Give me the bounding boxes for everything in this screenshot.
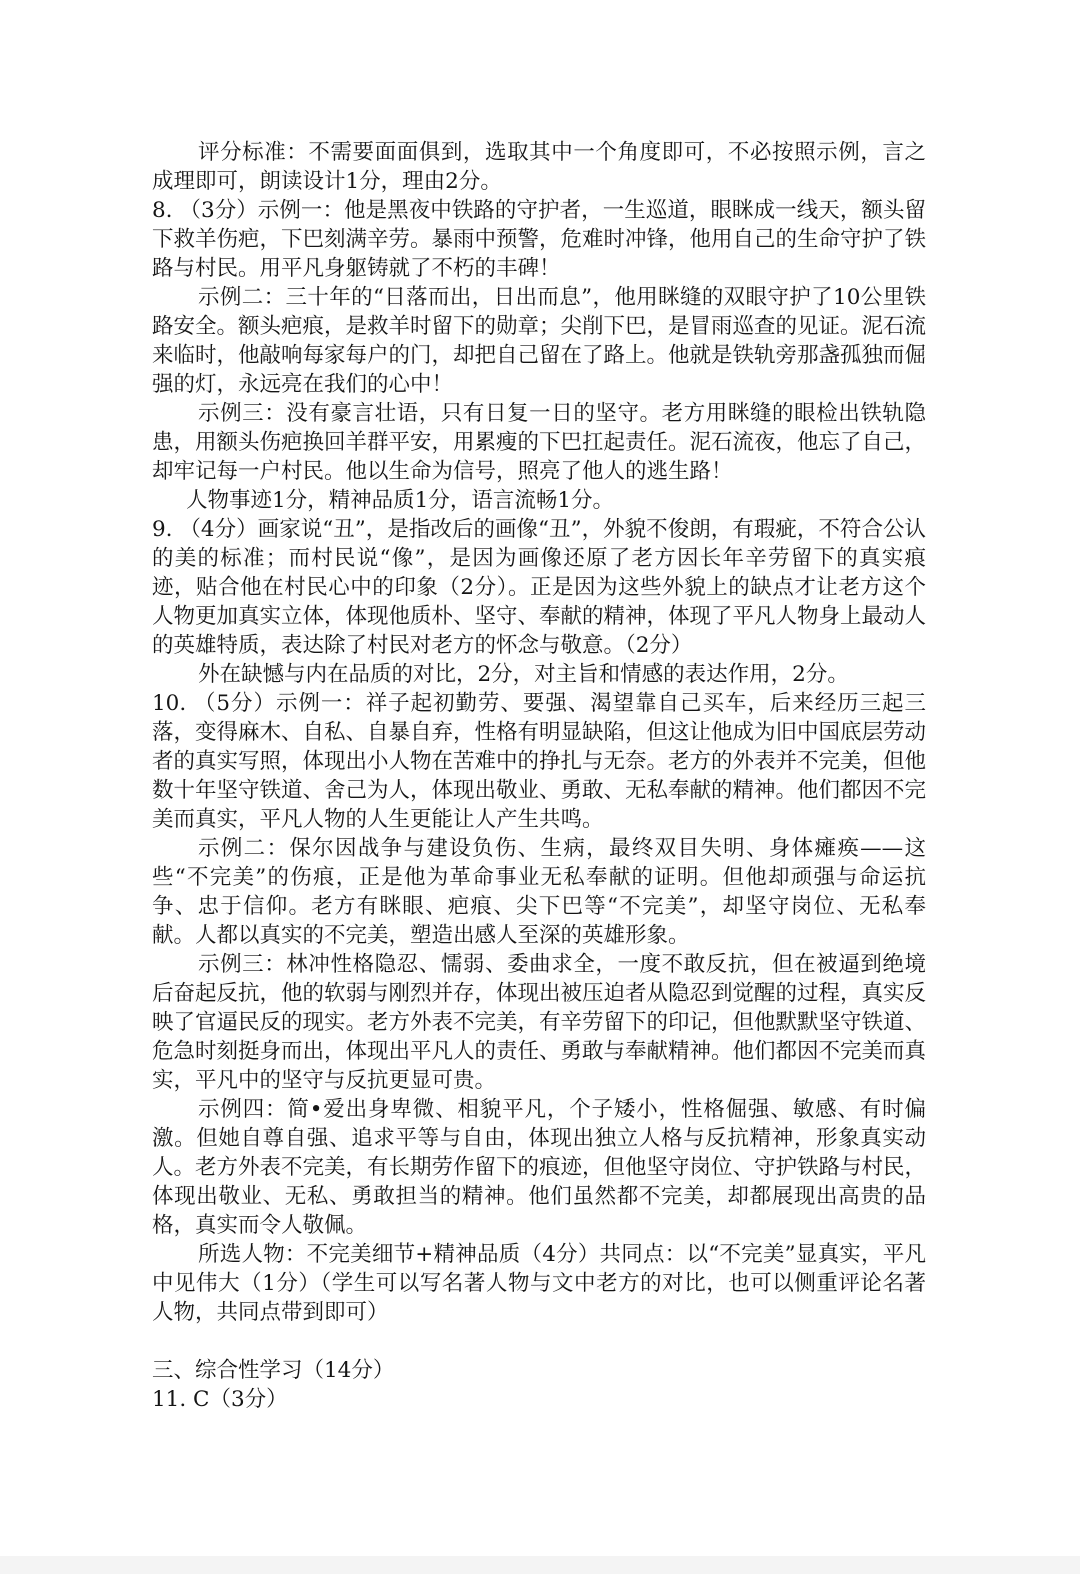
question-10-example-2: 示例二：保尔因战争与建设负伤、生病，最终双目失明、身体瘫痪——这些“不完美”的伤痕，正是他为革命事业无私奉献的证明。但他却顽强与命运抗争、忠于信仰。老方有眯眼、疤痕、尖下巴等“不完美”，却坚守岗位、无私奉献。人都以真实的不完美，塑造出感人至深的英雄形象。 [152,836,926,948]
scoring-note-paragraph: 评分标准：不需要面面俱到，选取其中一个角度即可，不必按照示例，言之成理即可，朗读设计1分，理由2分。 [152,140,926,194]
question-9-scoring: 外在缺憾与内在品质的对比，2分，对主旨和情感的表达作用，2分。 [198,662,849,687]
question-9-answer: 9. （4分）画家说“丑”，是指改后的画像“丑”，外貌不俊朗，有瑕疵，不符合公认的美的标准；而村民说“像”，是因为画像还原了老方因长年辛劳留下的真实痕迹，贴合他在村民心中的印象（2分）。正是因为这些外貌上的缺点才让老方这个人物更加真实立体，体现他质朴、坚守、奉献的精神，体现了平凡人物身上最动人的英雄特质，表达除了村民对老方的怀念与敬意。（2分） [152,517,927,658]
question-10-example-1: 10. （5分）示例一：祥子起初勤劳、要强、渴望靠自己买车，后来经历三起三落，变得麻木、自私、自暴自弃，性格有明显缺陷，但这让他成为旧中国底层劳动者的真实写照，体现出小人物在苦难中的挣扎与无奈。老方的外表并不完美，但他数十年坚守铁道、舍己为人，体现出敬业、勇敢、无私奉献的精神。他们都因不完美而真实，平凡人物的人生更能让人产生共鸣。 [152,691,927,832]
question-11-answer: 11. C（3分） [152,1387,288,1412]
document-body [152,138,926,1414]
section-spacer [152,1327,926,1356]
question-10-scoring: 所选人物：不完美细节+精神品质（4分）共同点：以“不完美”显真实，平凡中见伟大（1分）（学生可以写名著人物与文中老方的对比，也可以侧重评论名著人物，共同点带到即可） [152,1242,926,1325]
question-10-example-4: 示例四：简•爱出身卑微、相貌平凡，个子矮小，性格倔强、敏感、有时偏激。但她自尊自强、追求平等与自由，体现出独立人格与反抗精神，形象真实动人。老方外表不完美，有长期劳作留下的痕迹，但他坚守岗位、守护铁路与村民，体现出敬业、无私、勇敢担当的精神。他们虽然都不完美，却都展现出高贵的品格，真实而令人敬佩。 [152,1097,927,1238]
question-10-example-3: 示例三：林冲性格隐忍、懦弱、委曲求全，一度不敢反抗，但在被逼到绝境后奋起反抗，他的软弱与刚烈并存，体现出被压迫者从隐忍到觉醒的过程，真实反映了官逼民反的现实。老方外表不完美，有辛劳留下的印记，但他默默坚守铁道、危急时刻挺身而出，体现出平凡人的责任、勇敢与奉献精神。他们都因不完美而真实，平凡中的坚守与反抗更显可贵。 [152,952,927,1093]
question-8-example-3: 示例三：没有豪言壮语，只有日复一日的坚守。老方用眯缝的眼检出铁轨隐患，用额头伤疤换回羊群平安，用累瘦的下巴扛起责任。泥石流夜，他忘了自己，却牢记每一户村民。他以生命为信号，照亮了他人的逃生路！ [152,401,927,484]
question-8-example-2: 示例二：三十年的“日落而出，日出而息”，他用眯缝的双眼守护了10公里铁路安全。额头疤痕，是救羊时留下的勋章；尖削下巴，是冒雨巡查的见证。泥石流来临时，他敲响每家每户的门，却把自己留在了路上。他就是铁轨旁那盏孤独而倔强的灯，永远亮在我们的心中！ [152,285,927,397]
question-8-scoring: 人物事迹1分，精神品质1分，语言流畅1分。 [186,488,615,513]
section-3-title: 三、综合性学习（14分） [152,1358,395,1383]
question-8-example-1: 8. （3分）示例一：他是黑夜中铁路的守护者，一生巡道，眼眯成一线天，额头留下救羊伤疤，下巴刻满辛劳。暴雨中预警，危难时冲锋，他用自己的生命守护了铁路与村民。用平凡身躯铸就了不朽的丰碑！ [152,198,927,281]
